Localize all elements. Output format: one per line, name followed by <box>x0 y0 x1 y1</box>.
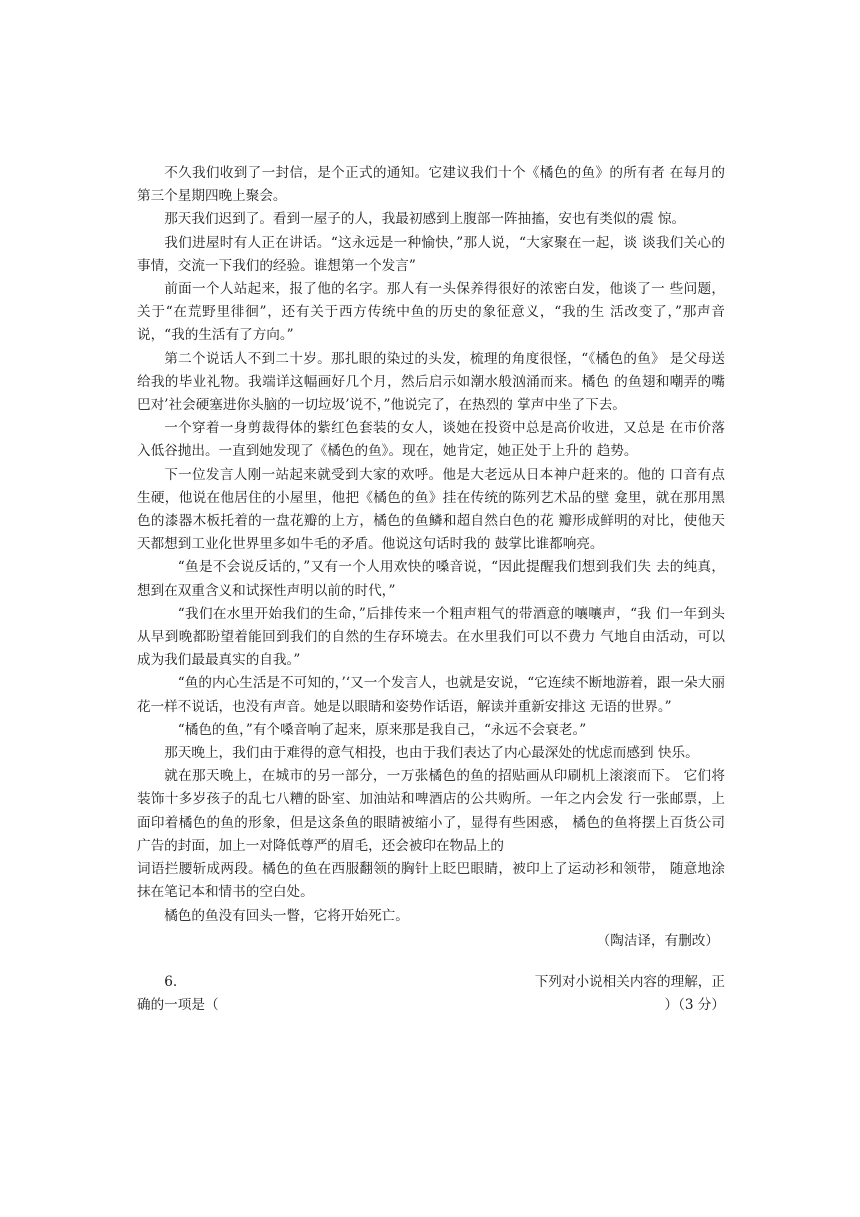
paragraph-8: “鱼是不会说反话的，”又有一个人用欢快的嗓音说，“因此提醒我们想到我们失 去的纯真，想到在双重含义和试探性声明以前的时代，” <box>137 559 725 599</box>
paragraph-5: 第二个说话人不到二十岁。那扎眼的染过的头发，梳理的角度很怪，“《橘色的鱼》 是父母送给我的毕业礼物。我端详这幅画好几个月，然后启示如潮水般汹涌而来。橘色 的鱼翅和嘲弄的嘴巴对’社会硬塞进你头脑的一切垃圾’说不，”他说完了，在热烈的 掌声中坐了下去。 <box>137 350 725 414</box>
question-text-right: 下列对小说相关内容的理解，正 <box>534 973 725 990</box>
question-line-1 <box>137 971 725 994</box>
question-number: 6. <box>164 973 178 990</box>
paragraph-12: 那天晚上，我们由于难得的意气相投，也由于我们表达了内心最深处的忧虑而感到 快乐。 <box>164 745 699 762</box>
paragraph-10: “鱼的内心生活是不可知的，’‘又一个发言人，也就是安说，“它连续不断地游着，跟一朵大丽花一样不说话，也没有声音。她是以眼睛和姿势作话语，解读并重新安排这 无语的世界。” <box>137 675 725 715</box>
document-page <box>137 162 725 1017</box>
question-6 <box>137 971 725 1017</box>
paragraph-7: 下一位发言人刚一站起来就受到大家的欢呼。他是大老远从日本神户赶来的。他的 口音有点生硬，他说在他居住的小屋里，他把《橘色的鱼》挂在传统的陈列艺术品的壁 龛里，就在那用黑色的漆器木板托着的一盘花瓣的上方，橘色的鱼鳞和超自然白色的花 瓣形成鲜明的对比，使他天天都想到工业化世界里多如牛毛的矛盾。他说这句话时我的 鼓掌比谁都响亮。 <box>137 466 725 553</box>
paragraph-9: “我们在水里开始我们的生命，”后排传来一个粗声粗气的带酒意的嚷嚷声，“我 们一年到头从早到晚都盼望着能回到我们的自然的生存环境去。在水里我们可以不费力 气地自由活动，可以成为我们最最真实的自我。” <box>137 605 725 669</box>
paragraph-6: 一个穿着一身剪裁得体的紫红色套装的女人，谈她在投资中总是高价收进，又总是 在市价落入低谷抛出。一直到她发现了《橘色的鱼》。现在，她肯定，她正处于上升的 趋势。 <box>137 420 725 460</box>
translator-credit: （陶洁译，有删改） <box>596 932 719 949</box>
paragraph-15: 橘色的鱼没有回头一瞥，它将开始死亡。 <box>164 907 409 924</box>
paragraph-2: 那天我们迟到了。看到一屋子的人，我最初感到上腹部一阵抽搐，安也有类似的震 惊。 <box>164 211 686 228</box>
paragraph-13: 就在那天晚上，在城市的另一部分，一万张橘色的鱼的招贴画从印刷机上滚滚而下。 它们将装饰十多岁孩子的乱七八糟的卧室、加油站和啤酒店的公共购所。一年之内会发 行一张邮票，上面印着橘色的鱼的形象，但是这条鱼的眼睛被缩小了，显得有些困惑， 橘色的鱼将摆上百货公司广告的封面，加上一对降低尊严的眉毛，还会被印在物品上的 <box>137 768 725 854</box>
question-score: ）（3 分） <box>664 997 725 1014</box>
question-text-tail <box>664 994 725 1017</box>
paragraph-1: 不久我们收到了一封信，是个正式的通知。它建议我们十个《橘色的鱼》的所有者 在每月的第三个星期四晚上聚会。 <box>137 165 725 205</box>
paragraph-4: 前面一个人站起来，报了他的名字。那人有一头保养得很好的浓密白发，他谈了一 些问题，关于“在荒野里徘徊”，还有关于西方传统中鱼的历史的象征意义，“我的生 活改变了，”那声音说，“我的生活有了方向。” <box>137 281 725 344</box>
paragraph-14: 词语拦腰斩成两段。橘色的鱼在西服翻领的胸针上眨巴眼睛，被印上了运动衫和领带， 随意地涂抹在笔记本和情书的空白处。 <box>137 861 725 901</box>
paragraph-3: 我们进屋时有人正在讲话。“这永远是一种愉快，”那人说，“大家聚在一起，谈 谈我们关心的事情，交流一下我们的经验。谁想第一个发言” <box>137 234 725 274</box>
question-text-left: 确的一项是（ <box>137 997 219 1014</box>
paragraph-11: “橘色的鱼，”有个嗓音响了起来，原来那是我自己，“永远不会衰老。” <box>177 721 587 738</box>
question-line-2 <box>137 994 725 1017</box>
